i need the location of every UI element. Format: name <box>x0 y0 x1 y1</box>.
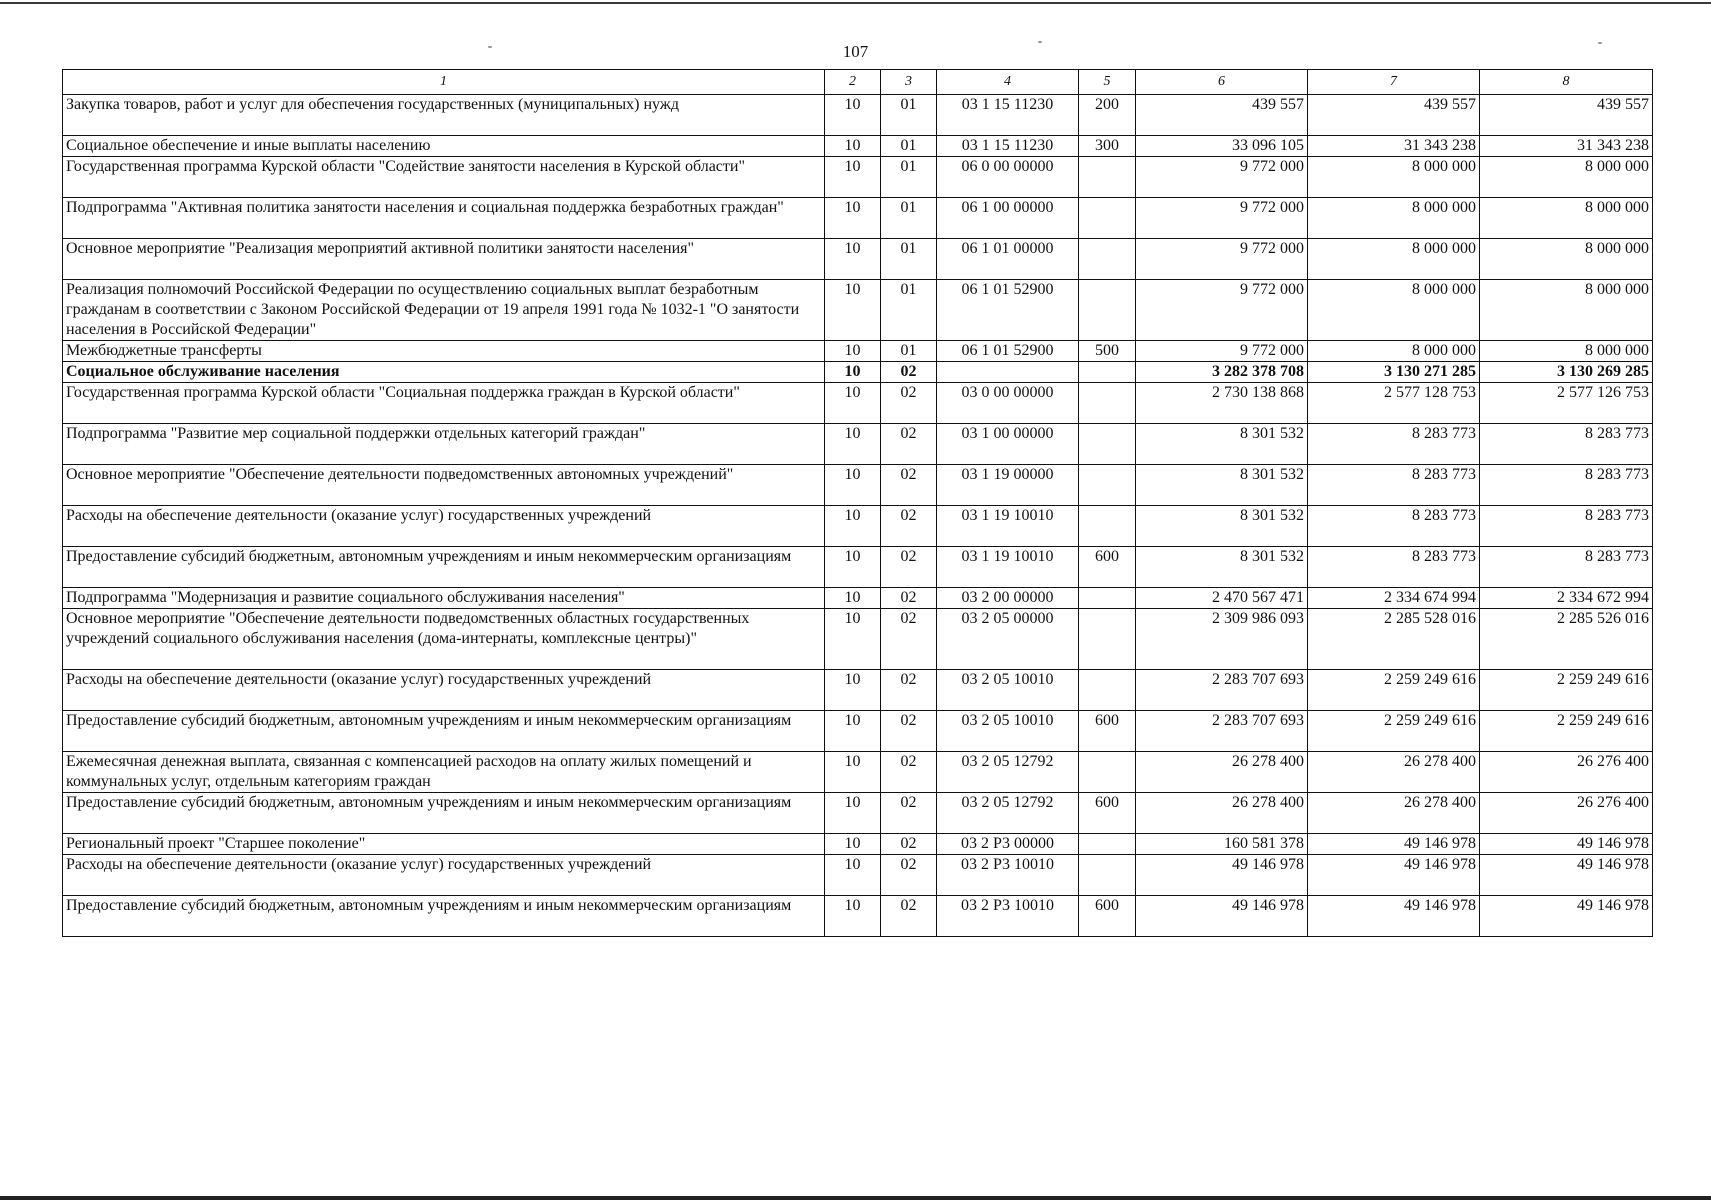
amount-col6-cell: 2 283 707 693 <box>1136 670 1308 711</box>
section-code-cell: 10 <box>825 752 881 793</box>
section-code-cell: 10 <box>825 157 881 198</box>
amount-col8-cell: 8 000 000 <box>1480 157 1653 198</box>
amount-col7-cell: 8 000 000 <box>1308 239 1480 280</box>
amount-col6-cell: 9 772 000 <box>1136 341 1308 362</box>
subsection-code-cell: 02 <box>881 465 937 506</box>
target-article-cell: 03 2 00 00000 <box>937 588 1079 609</box>
column-header: 8 <box>1480 70 1653 95</box>
amount-col7-cell: 49 146 978 <box>1308 896 1480 937</box>
subsection-code-cell: 01 <box>881 280 937 341</box>
amount-col6-cell: 9 772 000 <box>1136 280 1308 341</box>
expense-type-cell: 200 <box>1079 95 1136 136</box>
table-row <box>63 95 1653 136</box>
table-row <box>63 341 1653 362</box>
target-article-cell: 06 1 01 52900 <box>937 280 1079 341</box>
subsection-code-cell: 02 <box>881 588 937 609</box>
amount-col6-cell: 8 301 532 <box>1136 424 1308 465</box>
amount-col6-cell: 3 282 378 708 <box>1136 362 1308 383</box>
row-name-cell: Основное мероприятие "Обеспечение деятельности подведомственных областных государственных учреждений социального обслуживания населения (дома-интернаты, комплексные центры)" <box>63 609 825 670</box>
row-name-cell: Межбюджетные трансферты <box>63 341 825 362</box>
amount-col6-cell: 26 278 400 <box>1136 793 1308 834</box>
amount-col8-cell: 26 276 400 <box>1480 752 1653 793</box>
subsection-code-cell: 02 <box>881 793 937 834</box>
expense-type-cell <box>1079 362 1136 383</box>
amount-col8-cell: 3 130 269 285 <box>1480 362 1653 383</box>
row-name-cell: Основное мероприятие "Реализация мероприятий активной политики занятости населения" <box>63 239 825 280</box>
row-name-cell: Реализация полномочий Российской Федерации по осуществлению социальных выплат безработным гражданам в соответствии с Законом Российской Федерации от 19 апреля 1991 года № 1032-1 "О занятости населения в Российской Федерации" <box>63 280 825 341</box>
amount-col7-cell: 3 130 271 285 <box>1308 362 1480 383</box>
amount-col7-cell: 8 000 000 <box>1308 280 1480 341</box>
section-code-cell: 10 <box>825 609 881 670</box>
row-name-cell: Ежемесячная денежная выплата, связанная с компенсацией расходов на оплату жилых помещений и коммунальных услуг, отдельным категориям граждан <box>63 752 825 793</box>
subsection-code-cell: 02 <box>881 424 937 465</box>
amount-col6-cell: 8 301 532 <box>1136 506 1308 547</box>
section-code-cell: 10 <box>825 280 881 341</box>
table-row <box>63 157 1653 198</box>
amount-col7-cell: 8 283 773 <box>1308 424 1480 465</box>
subsection-code-cell: 02 <box>881 855 937 896</box>
row-name-cell: Расходы на обеспечение деятельности (оказание услуг) государственных учреждений <box>63 670 825 711</box>
target-article-cell <box>937 362 1079 383</box>
expense-type-cell <box>1079 752 1136 793</box>
amount-col8-cell: 49 146 978 <box>1480 855 1653 896</box>
amount-col6-cell: 2 470 567 471 <box>1136 588 1308 609</box>
amount-col6-cell: 2 309 986 093 <box>1136 609 1308 670</box>
subsection-code-cell: 02 <box>881 506 937 547</box>
row-name-cell: Расходы на обеспечение деятельности (оказание услуг) государственных учреждений <box>63 855 825 896</box>
amount-col8-cell: 8 000 000 <box>1480 341 1653 362</box>
target-article-cell: 03 0 00 00000 <box>937 383 1079 424</box>
column-header: 3 <box>881 70 937 95</box>
target-article-cell: 03 2 05 12792 <box>937 752 1079 793</box>
column-header: 6 <box>1136 70 1308 95</box>
section-code-cell: 10 <box>825 793 881 834</box>
scan-edge-bottom <box>0 1196 1711 1200</box>
expense-type-cell <box>1079 834 1136 855</box>
section-code-cell: 10 <box>825 588 881 609</box>
target-article-cell: 03 2 P3 00000 <box>937 834 1079 855</box>
expense-type-cell <box>1079 609 1136 670</box>
expense-type-cell <box>1079 855 1136 896</box>
subsection-code-cell: 02 <box>881 362 937 383</box>
row-name-cell: Социальное обеспечение и иные выплаты населению <box>63 136 825 157</box>
section-code-cell: 10 <box>825 424 881 465</box>
section-code-cell: 10 <box>825 362 881 383</box>
subsection-code-cell: 01 <box>881 136 937 157</box>
amount-col6-cell: 9 772 000 <box>1136 157 1308 198</box>
section-code-cell: 10 <box>825 834 881 855</box>
subsection-code-cell: 01 <box>881 198 937 239</box>
table-row <box>63 609 1653 670</box>
page-number: 107 <box>842 42 869 61</box>
amount-col8-cell: 2 259 249 616 <box>1480 711 1653 752</box>
amount-col8-cell: 2 285 526 016 <box>1480 609 1653 670</box>
row-name-cell: Региональный проект "Старшее поколение" <box>63 834 825 855</box>
subsection-code-cell: 02 <box>881 383 937 424</box>
column-header: 5 <box>1079 70 1136 95</box>
amount-col7-cell: 439 557 <box>1308 95 1480 136</box>
column-header: 4 <box>937 70 1079 95</box>
row-name-cell: Предоставление субсидий бюджетным, автономным учреждениям и иным некоммерческим организациям <box>63 547 825 588</box>
amount-col7-cell: 8 283 773 <box>1308 465 1480 506</box>
section-code-cell: 10 <box>825 136 881 157</box>
column-header: 1 <box>63 70 825 95</box>
expense-type-cell: 600 <box>1079 793 1136 834</box>
amount-col7-cell: 8 283 773 <box>1308 547 1480 588</box>
section-code-cell: 10 <box>825 341 881 362</box>
amount-col8-cell: 8 283 773 <box>1480 465 1653 506</box>
target-article-cell: 06 1 00 00000 <box>937 198 1079 239</box>
subsection-code-cell: 01 <box>881 341 937 362</box>
subsection-code-cell: 02 <box>881 547 937 588</box>
amount-col8-cell: 8 283 773 <box>1480 506 1653 547</box>
section-code-cell: 10 <box>825 670 881 711</box>
amount-col6-cell: 160 581 378 <box>1136 834 1308 855</box>
column-header: 2 <box>825 70 881 95</box>
row-name-cell: Подпрограмма "Развитие мер социальной поддержки отдельных категорий граждан" <box>63 424 825 465</box>
table-row <box>63 752 1653 793</box>
table-row <box>63 239 1653 280</box>
table-row <box>63 670 1653 711</box>
expense-type-cell <box>1079 506 1136 547</box>
amount-col7-cell: 2 259 249 616 <box>1308 670 1480 711</box>
row-name-cell: Государственная программа Курской области "Содействие занятости населения в Курской области" <box>63 157 825 198</box>
column-header: 7 <box>1308 70 1480 95</box>
subsection-code-cell: 02 <box>881 834 937 855</box>
section-code-cell: 10 <box>825 896 881 937</box>
target-article-cell: 03 1 19 00000 <box>937 465 1079 506</box>
subsection-code-cell: 01 <box>881 239 937 280</box>
amount-col7-cell: 8 283 773 <box>1308 506 1480 547</box>
target-article-cell: 03 1 15 11230 <box>937 136 1079 157</box>
amount-col8-cell: 8 283 773 <box>1480 424 1653 465</box>
row-name-cell: Предоставление субсидий бюджетным, автономным учреждениям и иным некоммерческим организациям <box>63 896 825 937</box>
target-article-cell: 03 2 05 10010 <box>937 670 1079 711</box>
amount-col7-cell: 26 278 400 <box>1308 793 1480 834</box>
amount-col6-cell: 439 557 <box>1136 95 1308 136</box>
target-article-cell: 03 2 05 00000 <box>937 609 1079 670</box>
table-row <box>63 547 1653 588</box>
section-code-cell: 10 <box>825 506 881 547</box>
section-code-cell: 10 <box>825 239 881 280</box>
amount-col8-cell: 8 000 000 <box>1480 239 1653 280</box>
row-name-cell: Подпрограмма "Модернизация и развитие социального обслуживания населения" <box>63 588 825 609</box>
table-row <box>63 896 1653 937</box>
amount-col8-cell: 8 000 000 <box>1480 280 1653 341</box>
section-code-cell: 10 <box>825 711 881 752</box>
table-row <box>63 280 1653 341</box>
amount-col7-cell: 2 577 128 753 <box>1308 383 1480 424</box>
amount-col7-cell: 2 285 528 016 <box>1308 609 1480 670</box>
section-code-cell: 10 <box>825 547 881 588</box>
target-article-cell: 06 0 00 00000 <box>937 157 1079 198</box>
target-article-cell: 03 2 05 12792 <box>937 793 1079 834</box>
table-row <box>63 793 1653 834</box>
row-name-cell: Основное мероприятие "Обеспечение деятельности подведомственных автономных учреждений" <box>63 465 825 506</box>
amount-col6-cell: 8 301 532 <box>1136 465 1308 506</box>
amount-col8-cell: 2 259 249 616 <box>1480 670 1653 711</box>
amount-col6-cell: 2 730 138 868 <box>1136 383 1308 424</box>
amount-col6-cell: 9 772 000 <box>1136 198 1308 239</box>
table-body <box>63 95 1653 937</box>
amount-col7-cell: 8 000 000 <box>1308 157 1480 198</box>
expense-type-cell <box>1079 157 1136 198</box>
amount-col7-cell: 2 259 249 616 <box>1308 711 1480 752</box>
amount-col8-cell: 439 557 <box>1480 95 1653 136</box>
target-article-cell: 03 2 P3 10010 <box>937 896 1079 937</box>
amount-col7-cell: 2 334 674 994 <box>1308 588 1480 609</box>
row-name-cell: Социальное обслуживание населения <box>63 362 825 383</box>
amount-col6-cell: 49 146 978 <box>1136 896 1308 937</box>
amount-col7-cell: 8 000 000 <box>1308 341 1480 362</box>
expense-type-cell <box>1079 239 1136 280</box>
subsection-code-cell: 02 <box>881 609 937 670</box>
section-code-cell: 10 <box>825 383 881 424</box>
amount-col6-cell: 26 278 400 <box>1136 752 1308 793</box>
target-article-cell: 03 1 19 10010 <box>937 547 1079 588</box>
amount-col8-cell: 2 577 126 753 <box>1480 383 1653 424</box>
expense-type-cell: 300 <box>1079 136 1136 157</box>
row-name-cell: Государственная программа Курской области "Социальная поддержка граждан в Курской области" <box>63 383 825 424</box>
amount-col8-cell: 8 000 000 <box>1480 198 1653 239</box>
expense-type-cell <box>1079 383 1136 424</box>
table-row <box>63 465 1653 506</box>
target-article-cell: 03 1 15 11230 <box>937 95 1079 136</box>
subsection-code-cell: 02 <box>881 752 937 793</box>
budget-table <box>62 69 1653 937</box>
expense-type-cell <box>1079 198 1136 239</box>
table-row <box>63 711 1653 752</box>
target-article-cell: 06 1 01 52900 <box>937 341 1079 362</box>
amount-col7-cell: 26 278 400 <box>1308 752 1480 793</box>
row-name-cell: Предоставление субсидий бюджетным, автономным учреждениям и иным некоммерческим организациям <box>63 793 825 834</box>
row-name-cell: Подпрограмма "Активная политика занятости населения и социальная поддержка безработных граждан" <box>63 198 825 239</box>
row-name-cell: Расходы на обеспечение деятельности (оказание услуг) государственных учреждений <box>63 506 825 547</box>
target-article-cell: 03 1 00 00000 <box>937 424 1079 465</box>
table-row <box>63 362 1653 383</box>
table-row <box>63 424 1653 465</box>
table-row <box>63 383 1653 424</box>
amount-col8-cell: 49 146 978 <box>1480 834 1653 855</box>
amount-col6-cell: 49 146 978 <box>1136 855 1308 896</box>
subsection-code-cell: 01 <box>881 95 937 136</box>
subsection-code-cell: 02 <box>881 670 937 711</box>
amount-col6-cell: 9 772 000 <box>1136 239 1308 280</box>
row-name-cell: Предоставление субсидий бюджетным, автономным учреждениям и иным некоммерческим организациям <box>63 711 825 752</box>
table-row <box>63 136 1653 157</box>
expense-type-cell: 500 <box>1079 341 1136 362</box>
subsection-code-cell: 02 <box>881 711 937 752</box>
amount-col8-cell: 8 283 773 <box>1480 547 1653 588</box>
expense-type-cell <box>1079 670 1136 711</box>
subsection-code-cell: 02 <box>881 896 937 937</box>
expense-type-cell <box>1079 424 1136 465</box>
expense-type-cell <box>1079 280 1136 341</box>
target-article-cell: 06 1 01 00000 <box>937 239 1079 280</box>
target-article-cell: 03 1 19 10010 <box>937 506 1079 547</box>
section-code-cell: 10 <box>825 855 881 896</box>
amount-col7-cell: 49 146 978 <box>1308 834 1480 855</box>
amount-col6-cell: 8 301 532 <box>1136 547 1308 588</box>
amount-col8-cell: 2 334 672 994 <box>1480 588 1653 609</box>
section-code-cell: 10 <box>825 198 881 239</box>
header-row <box>63 70 1653 95</box>
amount-col7-cell: 49 146 978 <box>1308 855 1480 896</box>
amount-col8-cell: 26 276 400 <box>1480 793 1653 834</box>
table-row <box>63 198 1653 239</box>
expense-type-cell <box>1079 465 1136 506</box>
amount-col8-cell: 31 343 238 <box>1480 136 1653 157</box>
row-name-cell: Закупка товаров, работ и услуг для обеспечения государственных (муниципальных) нужд <box>63 95 825 136</box>
table-row <box>63 834 1653 855</box>
section-code-cell: 10 <box>825 465 881 506</box>
section-code-cell: 10 <box>825 95 881 136</box>
table-row <box>63 855 1653 896</box>
subsection-code-cell: 01 <box>881 157 937 198</box>
table-row <box>63 588 1653 609</box>
amount-col7-cell: 8 000 000 <box>1308 198 1480 239</box>
amount-col8-cell: 49 146 978 <box>1480 896 1653 937</box>
expense-type-cell: 600 <box>1079 547 1136 588</box>
target-article-cell: 03 2 05 10010 <box>937 711 1079 752</box>
target-article-cell: 03 2 P3 10010 <box>937 855 1079 896</box>
table-row <box>63 506 1653 547</box>
expense-type-cell: 600 <box>1079 711 1136 752</box>
amount-col7-cell: 31 343 238 <box>1308 136 1480 157</box>
expense-type-cell: 600 <box>1079 896 1136 937</box>
scan-edge-top <box>0 2 1711 4</box>
amount-col6-cell: 33 096 105 <box>1136 136 1308 157</box>
amount-col6-cell: 2 283 707 693 <box>1136 711 1308 752</box>
expense-type-cell <box>1079 588 1136 609</box>
